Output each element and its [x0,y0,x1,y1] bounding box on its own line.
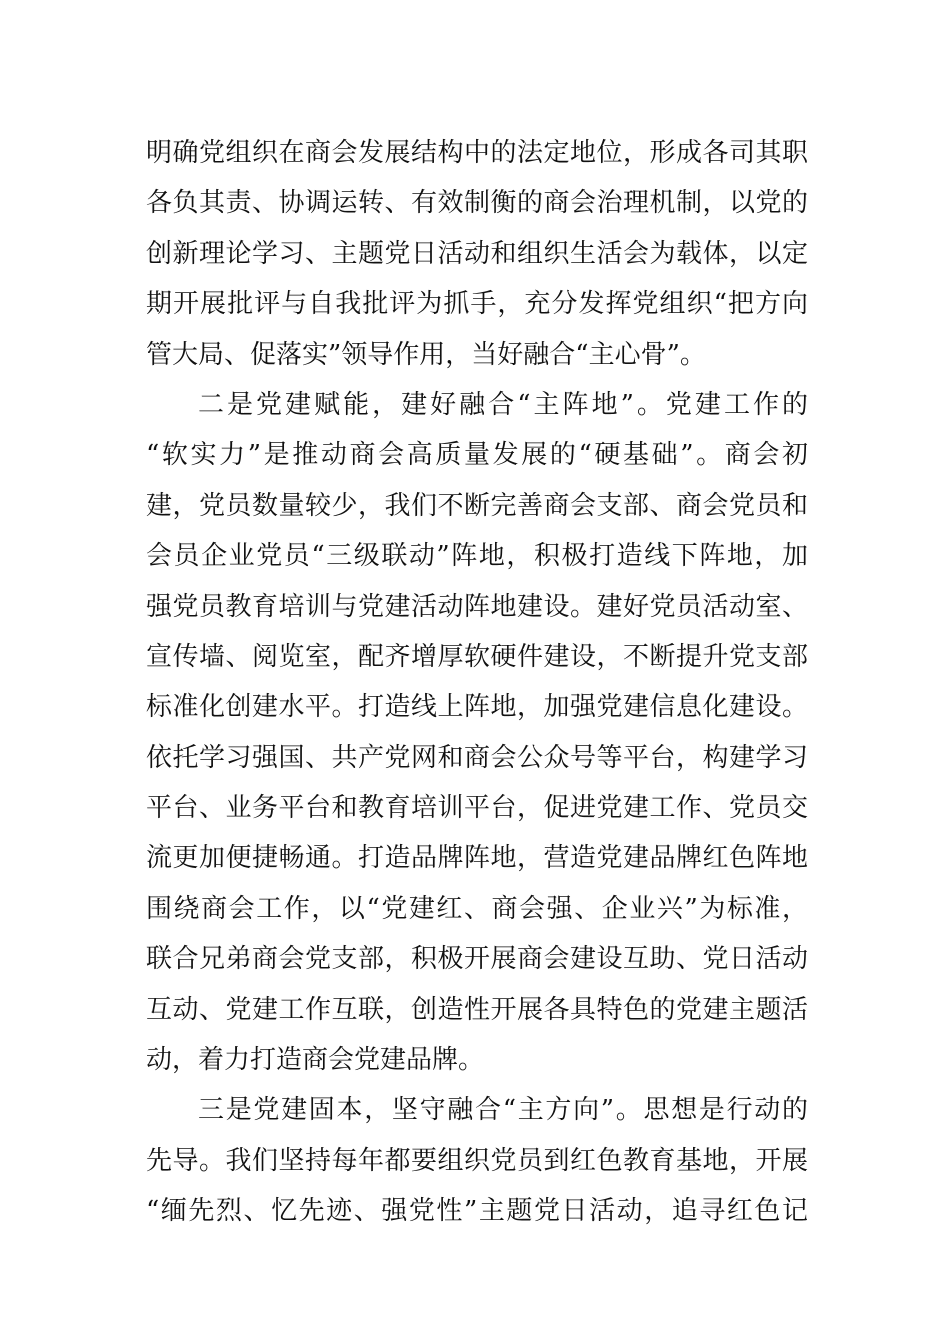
text-line: 互动、党建工作互联，创造性开展各具特色的党建主题活 [146,994,808,1025]
text-line: 明确党组织在商会发展结构中的法定地位，形成各司其职 [146,138,808,168]
text-line: “软实力”是推动商会高质量发展的“硬基础”。商会初 [146,440,808,471]
text-line: 各负其责、协调运转、有效制衡的商会治理机制，以党的 [146,188,808,219]
text-line: 宣传墙、阅览室，配齐增厚软硬件建设，不断提升党支部 [146,641,808,672]
paragraph [146,380,808,1085]
text-line: 会员企业党员“三级联动”阵地，积极打造线下阵地，加 [146,541,808,572]
document-body [146,128,808,1237]
text-line: “缅先烈、忆先迹、强党性”主题党日活动，追寻红色记 [146,1196,808,1227]
text-line: 动，着力打造商会党建品牌。 [146,1045,485,1076]
text-line: 三是党建固本，坚守融合“主方向”。思想是行动的 [198,1095,808,1126]
text-line: 联合兄弟商会党支部，积极开展商会建设互助、党日活动 [146,944,808,975]
text-line: 建，党员数量较少，我们不断完善商会支部、商会党员和 [146,490,808,521]
text-line: 创新理论学习、主题党日活动和组织生活会为载体，以定 [146,238,808,269]
text-line: 期开展批评与自我批评为抓手，充分发挥党组织“把方向 [146,289,808,320]
text-line: 流更加便捷畅通。打造品牌阵地，营造党建品牌红色阵地 [146,843,808,874]
text-line: 依托学习强国、共产党网和商会公众号等平台，构建学习 [146,742,808,773]
text-line: 先导。我们坚持每年都要组织党员到红色教育基地，开展 [146,1145,808,1176]
text-line: 二是党建赋能，建好融合“主阵地”。党建工作的 [198,389,808,420]
text-line: 围绕商会工作，以“党建红、商会强、企业兴”为标准， [146,893,808,924]
text-line: 强党员教育培训与党建活动阵地建设。建好党员活动室、 [146,591,808,622]
text-line: 管大局、促落实”领导作用，当好融合“主心骨”。 [146,339,706,370]
text-line: 平台、业务平台和教育培训平台，促进党建工作、党员交 [146,793,808,824]
paragraph [146,128,808,380]
text-line: 标准化创建水平。打造线上阵地，加强党建信息化建设。 [146,692,808,723]
paragraph [146,1085,808,1236]
